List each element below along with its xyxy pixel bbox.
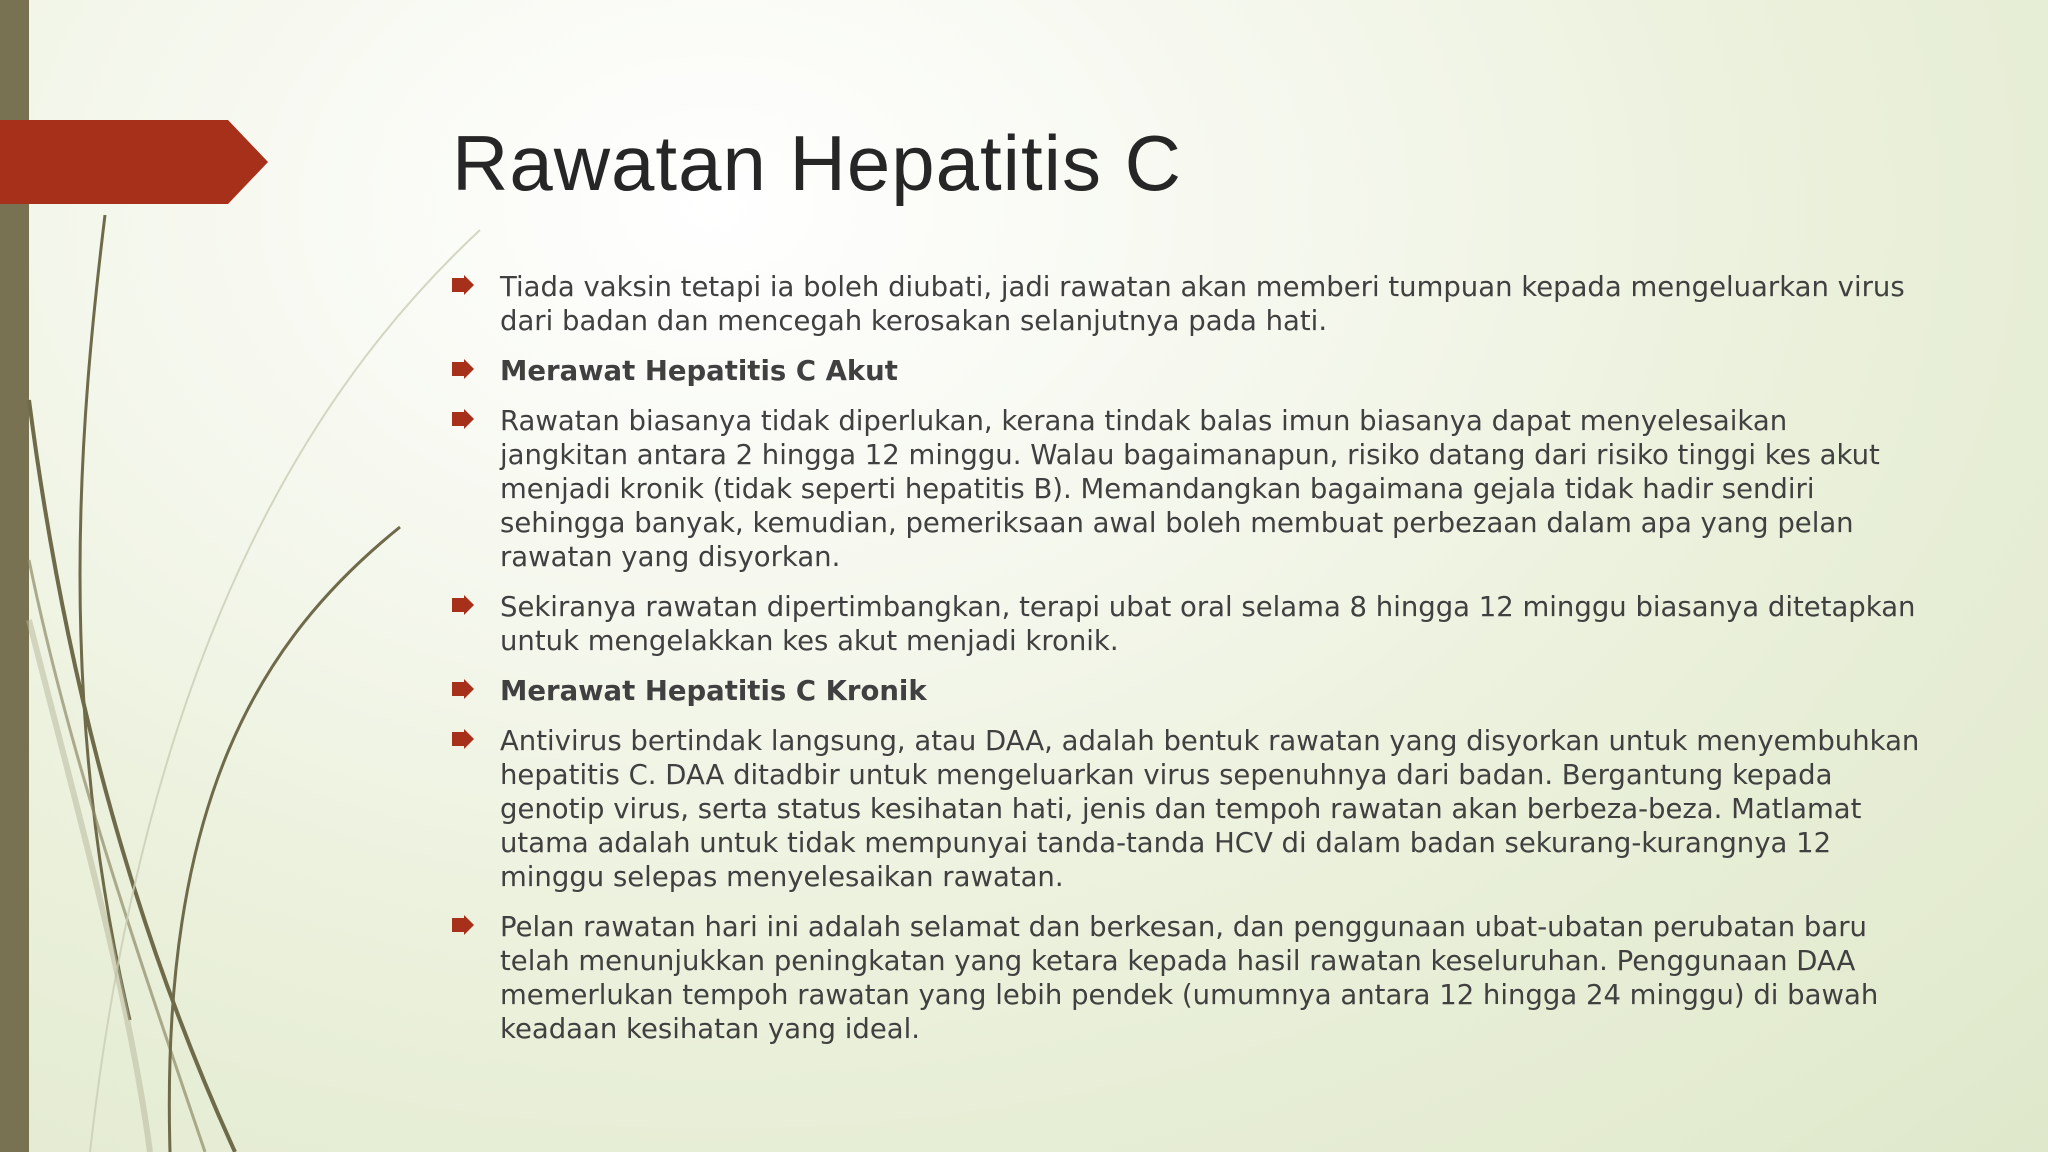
- arrow-bullet-icon: [452, 915, 474, 935]
- list-item: [452, 590, 1922, 658]
- list-item: [452, 270, 1922, 338]
- list-item-text: Sekiranya rawatan dipertimbangkan, terapi ubat oral selama 8 hingga 12 minggu biasanya ditetapkan untuk mengelakkan kes akut menjadi kronik.: [500, 591, 1916, 657]
- arrow-bullet-icon: [452, 409, 474, 429]
- list-item-text: Pelan rawatan hari ini adalah selamat dan berkesan, dan penggunaan ubat-ubatan perubatan baru telah menunjukkan peningkatan yang ketara kepada hasil rawatan keseluruhan. Penggunaan DAA memerlukan tempoh rawatan yang lebih pendek (umumnya antara 12 hingga 24 minggu) di bawah keadaan kesihatan yang ideal.: [500, 911, 1879, 1045]
- list-item-text: Rawatan biasanya tidak diperlukan, kerana tindak balas imun biasanya dapat menyelesaikan jangkitan antara 2 hingga 12 minggu. Walau bagaimanapun, risiko datang dari risiko tinggi kes akut menjadi kronik (tidak seperti hepatitis B). Memandangkan bagaimana gejala tidak hadir sendiri sehingga banyak, kemudian, pemeriksaan awal boleh membuat perbezaan dalam apa yang pelan rawatan yang disyorkan.: [500, 405, 1880, 573]
- arrow-bullet-icon: [452, 595, 474, 615]
- list-item: [452, 404, 1922, 574]
- bullet-list: [452, 270, 1922, 1062]
- list-item-text: Merawat Hepatitis C Akut: [500, 355, 898, 387]
- title-accent-arrow: [0, 120, 268, 204]
- arrow-bullet-icon: [452, 729, 474, 749]
- list-item-text: Tiada vaksin tetapi ia boleh diubati, jadi rawatan akan memberi tumpuan kepada mengeluarkan virus dari badan dan mencegah kerosakan selanjutnya pada hati.: [500, 271, 1905, 337]
- list-item-text: Merawat Hepatitis C Kronik: [500, 675, 927, 707]
- slide-title: Rawatan Hepatitis C: [452, 119, 1182, 207]
- arrow-bullet-icon: [452, 275, 474, 295]
- arrow-bullet-icon: [452, 359, 474, 379]
- list-item-heading: [452, 674, 1922, 708]
- list-item: [452, 724, 1922, 894]
- list-item-text: Antivirus bertindak langsung, atau DAA, adalah bentuk rawatan yang disyorkan untuk menyembuhkan hepatitis C. DAA ditadbir untuk mengeluarkan virus sepenuhnya dari badan. Bergantung kepada genotip virus, serta status kesihatan hati, jenis dan tempoh rawatan akan berbeza-beza. Matlamat utama adalah untuk tidak mempunyai tanda-tanda HCV di dalam badan sekurang-kurangnya 12 minggu selepas menyelesaikan rawatan.: [500, 725, 1920, 893]
- arrow-bullet-icon: [452, 679, 474, 699]
- list-item: [452, 910, 1922, 1046]
- list-item-heading: [452, 354, 1922, 388]
